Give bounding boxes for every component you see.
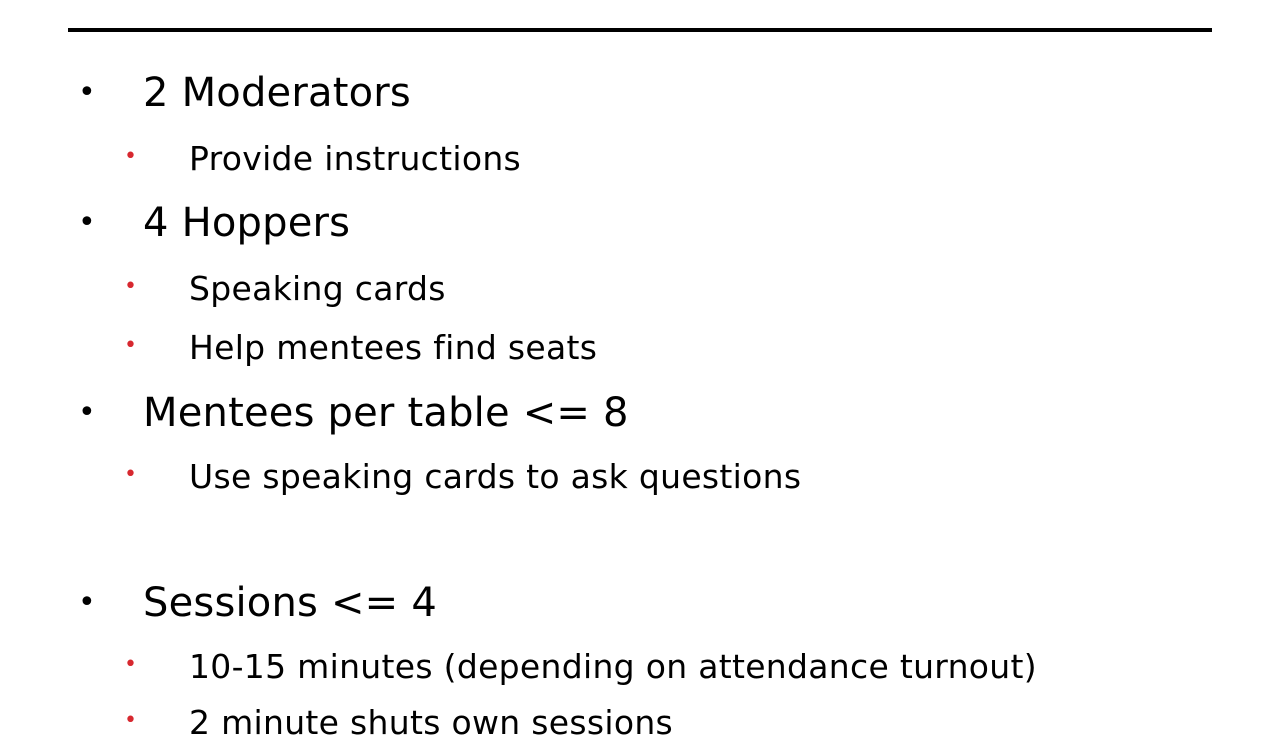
bullet-dot-icon: • <box>78 75 96 110</box>
top-divider-line <box>68 28 1212 32</box>
sub-bullet-dot-icon: • <box>124 333 137 358</box>
bullet-text: Sessions <= 4 <box>143 580 437 626</box>
bullet-text: 2 Moderators <box>143 70 411 116</box>
bullet-text: Mentees per table <= 8 <box>143 390 629 436</box>
bullet-dot-icon: • <box>78 395 96 430</box>
sub-bullet-dot-icon: • <box>124 462 137 487</box>
sub-bullet-dot-icon: • <box>124 144 137 169</box>
sub-bullet-text: Use speaking cards to ask questions <box>189 457 802 496</box>
sub-bullet-text: Help mentees find seats <box>189 328 598 367</box>
sub-bullet-dot-icon: • <box>124 708 137 733</box>
sub-bullet-text: Speaking cards <box>189 269 446 308</box>
sub-bullet-text: 2 minute shuts own sessions <box>189 703 674 742</box>
bullet-dot-icon: • <box>78 585 96 620</box>
sub-bullet-text: Provide instructions <box>189 139 522 178</box>
bullet-dot-icon: • <box>78 205 96 240</box>
sub-bullet-dot-icon: • <box>124 652 137 677</box>
sub-bullet-text: 10-15 minutes (depending on attendance turnout) <box>189 647 1037 686</box>
bullet-text: 4 Hoppers <box>143 200 351 246</box>
sub-bullet-dot-icon: • <box>124 274 137 299</box>
